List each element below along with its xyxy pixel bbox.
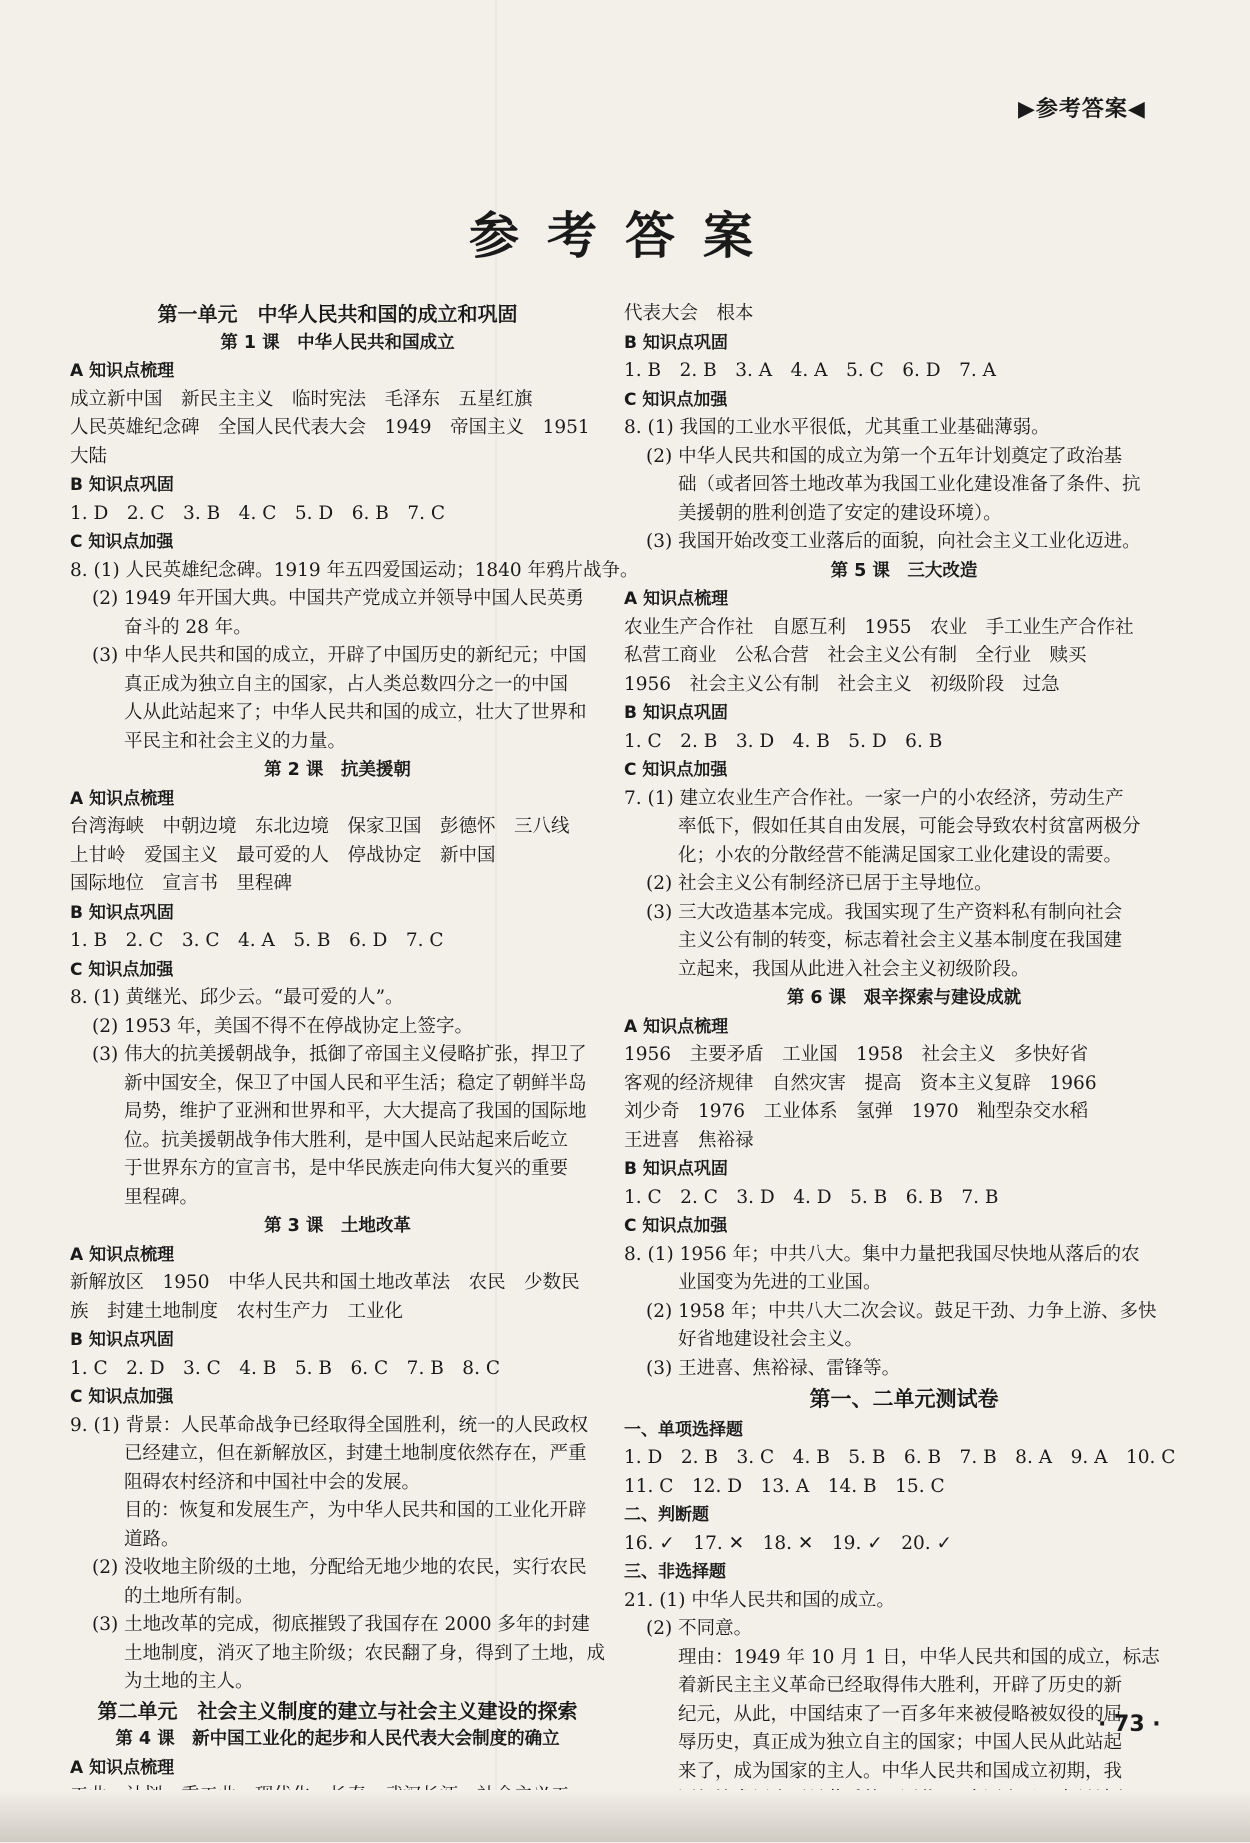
text-line: 1956 主要矛盾 工业国 1958 社会主义 多快好省 <box>624 1041 1184 1070</box>
text-line: 成立新中国 新民主主义 临时宪法 毛泽东 五星红旗 <box>70 386 605 415</box>
answer-continuation: 来了，成为国家的主人。中华人民共和国成立初期，我 <box>624 1758 1184 1787</box>
text-line: 私营工商业 公私合营 社会主义公有制 全行业 赎买 <box>624 642 1184 671</box>
answer-continuation: 位。抗美援朝战争伟大胜利，是中国人民站起来后屹立 <box>70 1127 605 1156</box>
text-line: 8. (1) 黄继光、邱少云。“最可爱的人”。 <box>70 984 605 1013</box>
text-line: 代表大会 根本 <box>624 300 1184 329</box>
section-heading: A 知识点梳理 <box>70 1241 605 1270</box>
section-heading: C 知识点加强 <box>624 386 1184 415</box>
section-heading: B 知识点巩固 <box>70 471 605 500</box>
answer-continuation: 于世界东方的宣言书，是中华民族走向伟大复兴的重要 <box>70 1155 605 1184</box>
answer-line: (3) 我国开始改变工业落后的面貌，向社会主义工业化迈进。 <box>624 528 1184 557</box>
text-line: 1. C 2. D 3. C 4. B 5. B 6. C 7. B 8. C <box>70 1355 605 1384</box>
section-heading: C 知识点加强 <box>624 1212 1184 1241</box>
answer-continuation: 业国变为先进的工业国。 <box>624 1269 1184 1298</box>
page-number: · 73 · <box>1098 1712 1161 1737</box>
answer-continuation: 辱历史，真正成为独立自主的国家；中国人民从此站起 <box>624 1729 1184 1758</box>
section-heading: A 知识点梳理 <box>70 785 605 814</box>
left-column <box>70 300 605 1839</box>
text-line: 刘少奇 1976 工业体系 氢弹 1970 籼型杂交水稻 <box>624 1098 1184 1127</box>
answer-line: (2) 社会主义公有制经济已居于主导地位。 <box>624 870 1184 899</box>
answer-line: (2) 1953 年，美国不得不在停战协定上签字。 <box>70 1013 605 1042</box>
text-line: 8. (1) 我国的工业水平很低，尤其重工业基础薄弱。 <box>624 414 1184 443</box>
answer-line: (3) 中华人民共和国的成立，开辟了中国历史的新纪元；中国 <box>70 642 605 671</box>
text-line: 客观的经济规律 自然灾害 提高 资本主义复辟 1966 <box>624 1070 1184 1099</box>
answer-continuation: 理由：1949 年 10 月 1 日，中华人民共和国的成立，标志 <box>624 1644 1184 1673</box>
unit-heading: 第一单元 中华人民共和国的成立和巩固 <box>70 300 605 329</box>
scan-shadow <box>0 1790 1250 1842</box>
text-line: 1. C 2. B 3. D 4. B 5. D 6. B <box>624 728 1184 757</box>
section-heading: C 知识点加强 <box>624 756 1184 785</box>
answer-continuation: 人从此站起来了；中华人民共和国的成立，壮大了世界和 <box>70 699 605 728</box>
answer-continuation: 立起来，我国从此进入社会主义初级阶段。 <box>624 956 1184 985</box>
text-line: 1. B 2. B 3. A 4. A 5. C 6. D 7. A <box>624 357 1184 386</box>
lesson-heading: 第 2 课 抗美援朝 <box>70 756 605 785</box>
answer-continuation: 土地制度，消灭了地主阶级；农民翻了身，得到了土地，成 <box>70 1640 605 1669</box>
answer-continuation: 美援朝的胜利创造了安定的建设环境）。 <box>624 500 1184 529</box>
text-line: 人民英雄纪念碑 全国人民代表大会 1949 帝国主义 1951 <box>70 414 605 443</box>
text-line: 农业生产合作社 自愿互利 1955 农业 手工业生产合作社 <box>624 614 1184 643</box>
answer-continuation: 主义公有制的转变，标志着社会主义基本制度在我国建 <box>624 927 1184 956</box>
section-heading: B 知识点巩固 <box>624 1155 1184 1184</box>
answer-line: (2) 不同意。 <box>624 1615 1184 1644</box>
answer-continuation: 目的：恢复和发展生产，为中华人民共和国的工业化开辟 <box>70 1497 605 1526</box>
section-heading: 三、非选择题 <box>624 1558 1184 1587</box>
section-heading: B 知识点巩固 <box>70 1326 605 1355</box>
answer-continuation: 率低下，假如任其自由发展，可能会导致农村贫富两极分 <box>624 813 1184 842</box>
answer-continuation: 着新民主主义革命已经取得伟大胜利，开辟了历史的新 <box>624 1672 1184 1701</box>
answer-continuation: 阻碍农村经济和中国社中会的发展。 <box>70 1469 605 1498</box>
text-line: 1. D 2. C 3. B 4. C 5. D 6. B 7. C <box>70 500 605 529</box>
text-line: 7. (1) 建立农业生产合作社。一家一户的小农经济，劳动生产 <box>624 785 1184 814</box>
section-heading: 二、判断题 <box>624 1501 1184 1530</box>
section-heading: C 知识点加强 <box>70 1383 605 1412</box>
answer-line: (2) 1958 年；中共八大二次会议。鼓足干劲、力争上游、多快 <box>624 1298 1184 1327</box>
text-line: 1956 社会主义公有制 社会主义 初级阶段 过急 <box>624 671 1184 700</box>
text-line: 21. (1) 中华人民共和国的成立。 <box>624 1587 1184 1616</box>
answer-continuation: 为土地的主人。 <box>70 1668 605 1697</box>
section-heading: B 知识点巩固 <box>624 329 1184 358</box>
text-line: 族 封建土地制度 农村生产力 工业化 <box>70 1298 605 1327</box>
section-heading: B 知识点巩固 <box>70 899 605 928</box>
text-line: 9. (1) 背景：人民革命战争已经取得全国胜利，统一的人民政权 <box>70 1412 605 1441</box>
section-heading: A 知识点梳理 <box>70 357 605 386</box>
text-line: 8. (1) 1956 年；中共八大。集中力量把我国尽快地从落后的农 <box>624 1241 1184 1270</box>
section-heading: C 知识点加强 <box>70 528 605 557</box>
answer-line: (3) 三大改造基本完成。我国实现了生产资料私有制向社会 <box>624 899 1184 928</box>
answer-line: (2) 中华人民共和国的成立为第一个五年计划奠定了政治基 <box>624 443 1184 472</box>
section-heading: A 知识点梳理 <box>624 1013 1184 1042</box>
page-title: 参考答案 <box>0 196 1250 268</box>
answer-continuation: 里程碑。 <box>70 1184 605 1213</box>
text-line: 国际地位 宣言书 里程碑 <box>70 870 605 899</box>
text-line: 1. D 2. B 3. C 4. B 5. B 6. B 7. B 8. A 9. A 10. C <box>624 1444 1184 1473</box>
answer-continuation: 局势，维护了亚洲和世界和平，大大提高了我国的国际地 <box>70 1098 605 1127</box>
answer-line: (3) 土地改革的完成，彻底摧毁了我国存在 2000 多年的封建 <box>70 1611 605 1640</box>
text-line: 1. C 2. C 3. D 4. D 5. B 6. B 7. B <box>624 1184 1184 1213</box>
unit-heading: 第二单元 社会主义制度的建立与社会主义建设的探索 <box>70 1697 605 1726</box>
lesson-heading: 第 3 课 土地改革 <box>70 1212 605 1241</box>
right-column <box>624 300 1184 1843</box>
text-line: 16. ✓ 17. ✕ 18. ✕ 19. ✓ 20. ✓ <box>624 1530 1184 1559</box>
lesson-heading: 第 6 课 艰辛探索与建设成就 <box>624 984 1184 1013</box>
answer-continuation: 新中国安全，保卫了中国人民和平生活；稳定了朝鲜半岛 <box>70 1070 605 1099</box>
text-line: 上甘岭 爱国主义 最可爱的人 停战协定 新中国 <box>70 842 605 871</box>
answer-continuation: 已经建立，但在新解放区，封建土地制度依然存在，严重 <box>70 1440 605 1469</box>
lesson-heading: 第 1 课 中华人民共和国成立 <box>70 329 605 358</box>
answer-continuation: 奋斗的 28 年。 <box>70 614 605 643</box>
section-heading: A 知识点梳理 <box>624 585 1184 614</box>
text-line: 11. C 12. D 13. A 14. B 15. C <box>624 1473 1184 1502</box>
answer-continuation: 的土地所有制。 <box>70 1583 605 1612</box>
answer-line: (2) 没收地主阶级的土地，分配给无地少地的农民，实行农民 <box>70 1554 605 1583</box>
text-line: 台湾海峡 中朝边境 东北边境 保家卫国 彭德怀 三八线 <box>70 813 605 842</box>
answer-continuation: 道路。 <box>70 1526 605 1555</box>
text-line: 8. (1) 人民英雄纪念碑。1919 年五四爱国运动；1840 年鸦片战争。 <box>70 557 605 586</box>
answer-line: (2) 1949 年开国大典。中国共产党成立并领导中国人民英勇 <box>70 585 605 614</box>
text-line: 王进喜 焦裕禄 <box>624 1127 1184 1156</box>
text-line: 大陆 <box>70 443 605 472</box>
answer-continuation: 平民主和社会主义的力量。 <box>70 728 605 757</box>
answer-continuation: 真正成为独立自主的国家，占人类总数四分之一的中国 <box>70 671 605 700</box>
answer-continuation: 础（或者回答土地改革为我国工业化建设准备了条件、抗 <box>624 471 1184 500</box>
answer-line: (3) 伟大的抗美援朝战争，抵御了帝国主义侵略扩张，捍卫了 <box>70 1041 605 1070</box>
lesson-heading: 第 4 课 新中国工业化的起步和人民代表大会制度的确立 <box>70 1725 605 1754</box>
section-heading: 一、单项选择题 <box>624 1416 1184 1445</box>
section-header-tag: ▶参考答案◀ <box>1018 92 1146 123</box>
lesson-heading: 第 5 课 三大改造 <box>624 557 1184 586</box>
text-line: 1. B 2. C 3. C 4. A 5. B 6. D 7. C <box>70 927 605 956</box>
section-heading: A 知识点梳理 <box>70 1754 605 1783</box>
section-heading: B 知识点巩固 <box>624 699 1184 728</box>
text-line: 新解放区 1950 中华人民共和国土地改革法 农民 少数民 <box>70 1269 605 1298</box>
answer-line: (3) 王进喜、焦裕禄、雷锋等。 <box>624 1355 1184 1384</box>
test-title: 第一、二单元测试卷 <box>624 1385 1184 1414</box>
answer-continuation: 化；小农的分散经营不能满足国家工业化建设的需要。 <box>624 842 1184 871</box>
section-heading: C 知识点加强 <box>70 956 605 985</box>
answer-continuation: 纪元，从此，中国结束了一百多年来被侵略被奴役的屈 <box>624 1701 1184 1730</box>
answer-continuation: 好省地建设社会主义。 <box>624 1326 1184 1355</box>
